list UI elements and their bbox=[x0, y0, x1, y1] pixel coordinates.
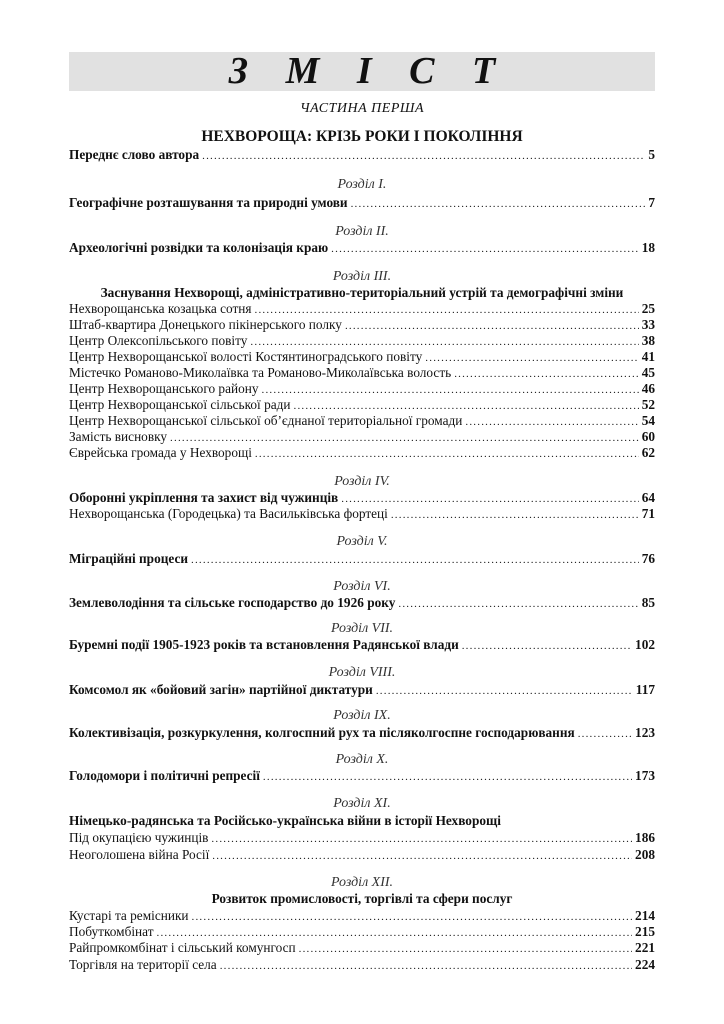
entry-page: 224 bbox=[635, 957, 655, 972]
entry-label: Замість висновку bbox=[69, 429, 168, 444]
entry-page: 64 bbox=[641, 490, 655, 505]
entry-page: 45 bbox=[641, 365, 655, 380]
entry-label: Оборонні укріплення та захист від чужинців bbox=[69, 490, 339, 505]
entry-page: 33 bbox=[641, 317, 655, 332]
entry-page: 215 bbox=[635, 924, 655, 939]
toc-entry[interactable] bbox=[69, 301, 655, 318]
entry-label: Переднє слово автора bbox=[69, 147, 200, 162]
entry-label: Центр Нехворощанської волості Костянтиноградського повіту bbox=[69, 349, 423, 364]
chapter-label: Розділ IX. bbox=[333, 708, 391, 723]
leader-dots bbox=[250, 334, 638, 350]
leader-dots bbox=[465, 414, 638, 430]
leader-dots bbox=[212, 848, 632, 864]
chapter-heading: Розвиток промисловості, торгівлі та сфери послуг bbox=[211, 891, 513, 906]
toc-entry[interactable] bbox=[69, 768, 655, 785]
leader-dots bbox=[294, 398, 639, 414]
entry-page: 38 bbox=[641, 333, 655, 348]
entry-page: 52 bbox=[641, 397, 655, 412]
part-title: НЕХВОРОЩА: КРІЗЬ РОКИ І ПОКОЛІННЯ bbox=[201, 128, 523, 145]
toc-entry[interactable] bbox=[69, 551, 655, 568]
leader-dots bbox=[345, 318, 639, 334]
toc-entry[interactable] bbox=[69, 195, 655, 212]
entry-page: 18 bbox=[641, 240, 655, 255]
entry-label: Нехворощанська козацька сотня bbox=[69, 301, 252, 316]
entry-label: Буремні події 1905-1923 років та встановлення Радянської влади bbox=[69, 637, 459, 652]
entry-label: Нехворощанська (Городецька) та Васильківська фортеці bbox=[69, 506, 388, 521]
entry-label: Торгівля на території села bbox=[69, 957, 217, 972]
chapter-heading: Заснування Нехворощі, адміністративно-територіальний устрій та демографічні зміни bbox=[100, 285, 624, 300]
entry-page: 117 bbox=[635, 682, 655, 697]
entry-label: Комсомол як «бойовий загін» партійної диктатури bbox=[69, 682, 373, 697]
entry-page: 25 bbox=[641, 301, 655, 316]
entry-label: Центр Олексопільського повіту bbox=[69, 333, 248, 348]
entry-page: 62 bbox=[641, 445, 655, 460]
toc-entry[interactable] bbox=[69, 349, 655, 366]
toc-entry[interactable] bbox=[69, 682, 655, 699]
entry-label: Містечко Романово-Миколаївка та Романово-Миколаївська волость bbox=[69, 365, 452, 380]
entry-label: Центр Нехворощанської сільської ради bbox=[69, 397, 291, 412]
leader-dots bbox=[331, 241, 639, 257]
leader-dots bbox=[462, 638, 632, 654]
entry-label: Штаб-квартира Донецького пікінерського полку bbox=[69, 317, 342, 332]
entry-label: Міграційні процеси bbox=[69, 551, 189, 566]
entry-label: Землеволодіння та сільське господарство до 1926 року bbox=[69, 595, 396, 610]
entry-label: Єврейська громада у Нехворощі bbox=[69, 445, 252, 460]
leader-dots bbox=[578, 726, 632, 742]
leader-dots bbox=[391, 507, 639, 523]
leader-dots bbox=[351, 196, 646, 212]
toc-entry[interactable] bbox=[69, 637, 655, 654]
entry-page: 85 bbox=[641, 595, 655, 610]
toc-entry[interactable] bbox=[69, 490, 655, 507]
entry-page: 71 bbox=[641, 506, 655, 521]
toc-entry[interactable] bbox=[69, 908, 655, 925]
toc-entry[interactable] bbox=[69, 429, 655, 446]
entry-page: 60 bbox=[641, 429, 655, 444]
chapter-label: Розділ I. bbox=[337, 177, 387, 192]
toc-entry[interactable] bbox=[69, 413, 655, 430]
leader-dots bbox=[341, 491, 638, 507]
toc-entry[interactable] bbox=[69, 445, 655, 462]
chapter-label: Розділ VIII. bbox=[328, 665, 396, 680]
leader-dots bbox=[299, 941, 632, 957]
entry-page: 76 bbox=[641, 551, 655, 566]
toc-entry[interactable] bbox=[69, 830, 655, 847]
leader-dots bbox=[425, 350, 638, 366]
chapter-label: Розділ IV. bbox=[334, 474, 390, 489]
part-label: ЧАСТИНА ПЕРША bbox=[299, 101, 425, 116]
entry-page: 214 bbox=[635, 908, 655, 923]
entry-label: Побуткомбінат bbox=[69, 924, 154, 939]
entry-label: Археологічні розвідки та колонізація краю bbox=[69, 240, 329, 255]
leader-dots bbox=[170, 430, 639, 446]
toc-entry[interactable] bbox=[69, 365, 655, 382]
toc-entry[interactable] bbox=[69, 317, 655, 334]
entry-page: 7 bbox=[648, 195, 655, 210]
entry-page: 41 bbox=[641, 349, 655, 364]
chapter-label: Розділ VI. bbox=[333, 579, 391, 594]
leader-dots bbox=[398, 596, 638, 612]
entry-label: Колективізація, розкуркулення, колгоспний рух та післяколгоспне господарювання bbox=[69, 725, 575, 740]
chapter-label: Розділ V. bbox=[336, 534, 388, 549]
entry-label: Центр Нехворощанської сільської об’єднаної територіальної громади bbox=[69, 413, 463, 428]
toc-entry[interactable] bbox=[69, 957, 655, 974]
entry-page: 186 bbox=[635, 830, 655, 845]
leader-dots bbox=[157, 925, 633, 941]
entry-page: 173 bbox=[635, 768, 655, 783]
entry-label: Центр Нехворощанського району bbox=[69, 381, 259, 396]
toc-entry[interactable] bbox=[69, 725, 655, 742]
toc-entry[interactable] bbox=[69, 506, 655, 523]
chapter-label: Розділ XII. bbox=[330, 875, 394, 890]
leader-dots bbox=[376, 683, 633, 699]
leader-dots bbox=[454, 366, 639, 382]
toc-entry[interactable] bbox=[69, 397, 655, 414]
chapter-label: Розділ II. bbox=[335, 224, 389, 239]
entry-label: Під окупацією чужинців bbox=[69, 830, 209, 845]
entry-label: Голодомори і політичні репресії bbox=[69, 768, 260, 783]
toc-entry[interactable] bbox=[69, 333, 655, 350]
chapter-label: Розділ III. bbox=[332, 269, 392, 284]
leader-dots bbox=[191, 552, 639, 568]
toc-entry[interactable] bbox=[69, 240, 655, 257]
leader-dots bbox=[255, 446, 639, 462]
chapter-label: Розділ XI. bbox=[333, 796, 391, 811]
toc-entry[interactable] bbox=[69, 595, 655, 612]
entry-label: Райпромкомбінат і сільський комунгосп bbox=[69, 940, 296, 955]
leader-dots bbox=[262, 382, 639, 398]
entry-page: 123 bbox=[635, 725, 655, 740]
leader-dots bbox=[255, 302, 639, 318]
leader-dots bbox=[220, 958, 632, 974]
entry-label: Географічне розташування та природні умови bbox=[69, 195, 348, 210]
leader-dots bbox=[211, 831, 632, 847]
leader-dots bbox=[202, 148, 645, 164]
page-title: З М І С Т bbox=[228, 50, 510, 92]
chapter-label: Розділ VII. bbox=[330, 621, 394, 636]
chapter-label: Розділ X. bbox=[335, 752, 389, 767]
chapter-heading: Німецько-радянська та Російсько-українська війни в історії Нехворощі bbox=[69, 813, 501, 828]
entry-page: 221 bbox=[635, 940, 655, 955]
leader-dots bbox=[263, 769, 632, 785]
toc-entry[interactable] bbox=[69, 924, 655, 941]
entry-page: 208 bbox=[635, 847, 655, 862]
entry-page: 54 bbox=[641, 413, 655, 428]
toc-entry[interactable] bbox=[69, 847, 655, 864]
leader-dots bbox=[192, 909, 633, 925]
toc-entry[interactable] bbox=[69, 940, 655, 957]
toc-entry[interactable] bbox=[69, 381, 655, 398]
entry-label: Неоголошена війна Росії bbox=[69, 847, 210, 862]
entry-label: Кустарі та ремісники bbox=[69, 908, 189, 923]
entry-page: 102 bbox=[635, 637, 655, 652]
entry-page: 46 bbox=[641, 381, 655, 396]
entry-page: 5 bbox=[648, 147, 655, 162]
toc-entry-foreword[interactable] bbox=[69, 147, 655, 164]
